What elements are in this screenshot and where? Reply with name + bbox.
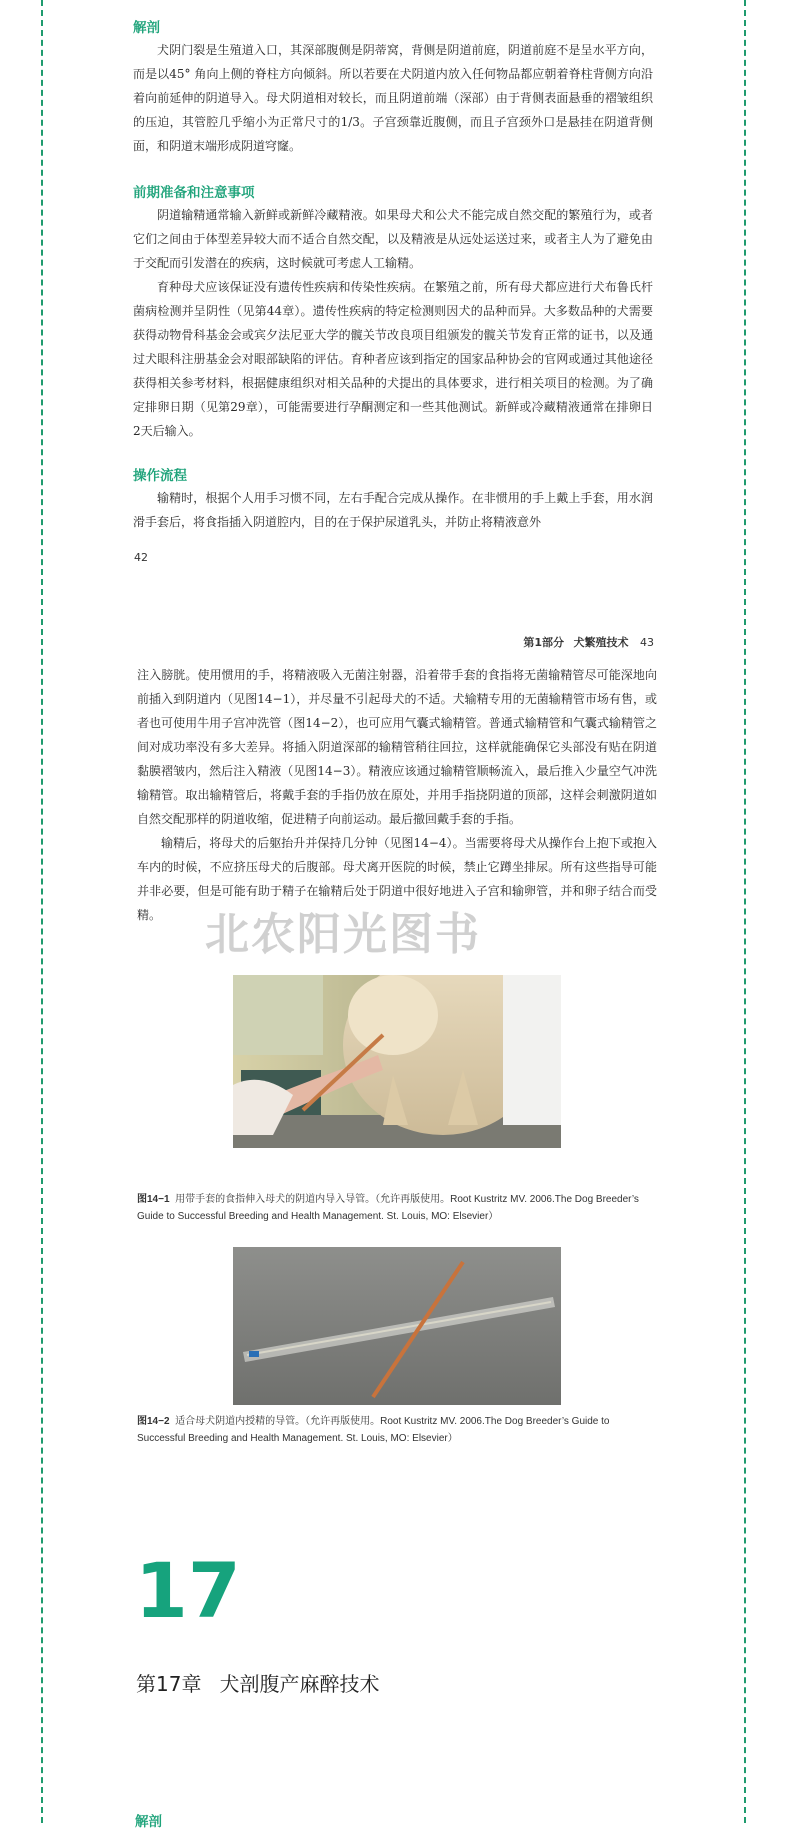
figure-14-2-caption — [137, 1413, 657, 1447]
running-head-part: 第1部分 — [523, 636, 564, 649]
figure-14-2-photo — [233, 1247, 561, 1405]
paragraph: 育种母犬应该保证没有遗传性疾病和传染性疾病。在繁殖之前，所有母犬都应进行犬布鲁氏杆菌病检测并呈阴性（见第44章）。遗传性疾病的特定检测则因犬的品种而异。大多数品种的犬需要获得动物骨科基金会或宾夕法尼亚大学的髋关节改良项目组颁发的髋关节发育正常的证书，以及通过犬眼科注册基金会对眼部缺陷的评估。育种者应该到指定的国家品种协会的官网或通过其他途径获得相关参考材料，根据健康组织对相关品种的犬提出的具体要求，进行相关项目的检测。为了确定排卵日期（见第29章），可能需要进行孕酮测定和一些其他测试。新鲜或冷藏精液通常在排卵日2天后输入。 — [133, 280, 653, 438]
chapter-title-text: 犬剖腹产麻醉技术 — [219, 1672, 380, 1696]
caption-text: 用带手套的食指伸入母犬的阴道内导入导管。（允许再版使用。Root Kustritz MV. 2006.The Dog Breeder’s Guide to Successful Breeding and Health Management. St. Louis, MO: Elsevier） — [137, 1194, 639, 1222]
chapter-title — [136, 1668, 397, 1697]
paragraph: 输精后，将母犬的后躯抬升并保持几分钟（见图14−4）。当需要将母犬从操作台上抱下或抱入车内的时候，不应挤压母犬的后腹部。母犬离开医院的时候，禁止它蹲坐排尿。所有这些指导可能并非必要，但是可能有助于精子在输精后处于阴道中很好地进入子宫和输卵管，并和卵子结合而受精。 — [137, 836, 657, 922]
page-number: 43 — [640, 636, 654, 649]
section-heading: 操作流程 — [133, 468, 187, 484]
page-number: 42 — [134, 551, 148, 564]
right-cut-line — [744, 0, 746, 1823]
section-heading: 解剖 — [135, 1814, 162, 1830]
catheter-photo — [233, 1247, 561, 1405]
left-cut-line — [41, 0, 43, 1823]
watermark: 北农阳光图书 — [205, 909, 481, 960]
chapter-number: 17 — [135, 1546, 241, 1635]
page-42-section-preparation — [133, 181, 653, 443]
paragraph: 注入膀胱。使用惯用的手，将精液吸入无菌注射器，沿着带手套的食指将无菌输精管尽可能深地向前插入到阴道内（见图14−1），并尽量不引起母犬的不适。犬输精专用的无菌输精管市场有售，或者也可使用牛用子宫冲洗管（图14−2），也可应用气囊式输精管。普通式输精管和气囊式输精管之间对成功率没有多大差异。将插入阴道深部的输精管稍往回拉，这样就能确保它头部没有贴在阴道黏膜褶皱内，然后注入精液（见图14−3）。精液应该通过输精管顺畅流入，最后推入少量空气冲洗输精管。取出输精管后，将戴手套的手指仍放在原处，并用手指挠阴道的顶部，这样会刺激阴道如自然交配那样的阴道收缩，促进精子向前运动。最后撤回戴手套的手指。 — [137, 668, 657, 826]
figure-label: 图14−2 — [137, 1416, 170, 1427]
figure-14-1-caption — [137, 1191, 657, 1225]
chapter-label: 第17章 — [136, 1672, 202, 1696]
dog-insemination-photo — [233, 975, 561, 1148]
section-heading: 前期准备和注意事项 — [133, 185, 255, 201]
figure-label: 图14−1 — [137, 1194, 170, 1205]
page-42-section-anatomy — [133, 16, 653, 158]
running-head — [523, 634, 654, 650]
caption-text: 适合母犬阴道内授精的导管。（允许再版使用。Root Kustritz MV. 2006.The Dog Breeder’s Guide to Successful Breeding and Health Management. St. Louis, MO: Elsevier） — [137, 1416, 610, 1444]
section-heading: 解剖 — [133, 20, 160, 36]
page-43-body — [137, 663, 657, 927]
figure-14-1-photo — [233, 975, 561, 1148]
page-42-section-procedure — [133, 464, 653, 534]
paragraph: 犬阴门裂是生殖道入口，其深部腹侧是阴蒂窝，背侧是阴道前庭，阴道前庭不是呈水平方向，而是以45° 角向上侧的脊柱方向倾斜。所以若要在犬阴道内放入任何物品都应朝着脊柱背侧方向沿着向前延伸的阴道导入。母犬阴道相对较长，而且阴道前端（深部）由于背侧表面悬垂的褶皱组织的压迫，其管腔几乎缩小为正常尺寸的1/3。子宫颈靠近腹侧，而且子宫颈外口是悬挂在阴道背侧面，和阴道末端形成阴道穹窿。 — [133, 43, 653, 153]
paragraph: 阴道输精通常输入新鲜或新鲜冷藏精液。如果母犬和公犬不能完成自然交配的繁殖行为，或者它们之间由于体型差异较大而不适合自然交配，以及精液是从远处运送过来，或者主人为了避免由于交配而引发潜在的疾病，这时候就可考虑人工输精。 — [133, 208, 653, 270]
running-head-title: 犬繁殖技术 — [573, 636, 629, 649]
paragraph: 输精时，根据个人用手习惯不同，左右手配合完成从操作。在非惯用的手上戴上手套，用水润滑手套后，将食指插入阴道腔内，目的在于保护尿道乳头，并防止将精液意外 — [133, 491, 653, 529]
